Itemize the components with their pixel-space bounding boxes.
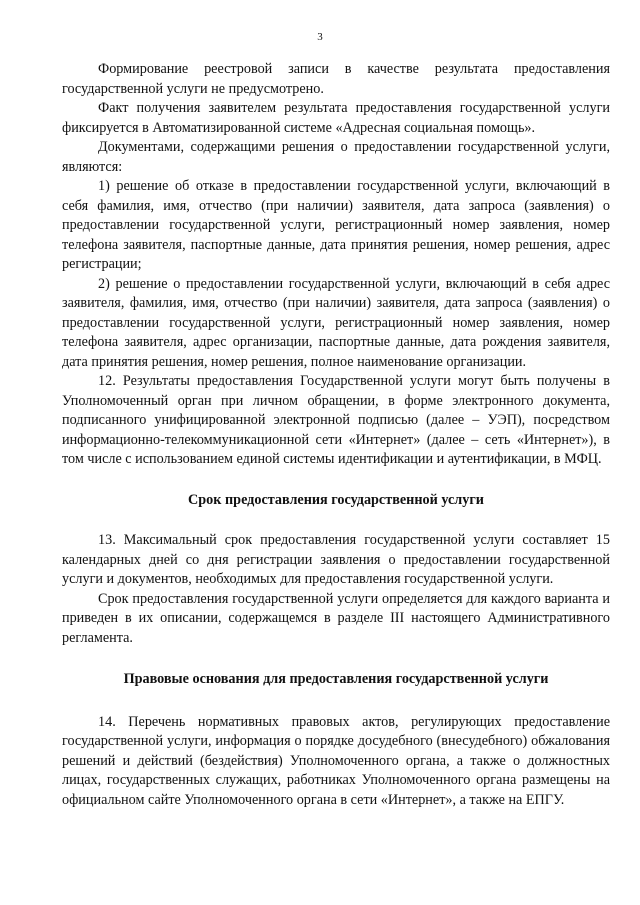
paragraph-12-results-delivery: 12. Результаты предоставления Государственной услуги могут быть получены в Уполномоченный орган при личном обращении, в форме электронного документа, подписанного унифицированной электронной подписью (далее – УЭП), посредством информационно-телекоммуникационной сети «Интернет» (далее – сеть «Интернет»), в том числе с использованием единой системы идентификации и аутентификации, в МФЦ. xyxy=(62,373,610,467)
paragraph-result-fixation: Факт получения заявителем результата предоставления государственной услуги фиксируется в Автоматизированной системе «Адресная социальная помощь». xyxy=(62,100,610,136)
paragraph-decision-documents: Документами, содержащими решения о предоставлении государственной услуги, являются: xyxy=(62,139,610,175)
paragraph-13-max-term: 13. Максимальный срок предоставления государственной услуги составляет 15 календарных дней со дня регистрации заявления о предоставлении государственной услуги и документов, необходимых для предоставления государственной услуги. xyxy=(62,532,610,587)
paragraph-refusal-decision: 1) решение об отказе в предоставлении государственной услуги, включающий в себя фамилия, имя, отчество (при наличии) заявителя, дата запроса (заявления) о предоставлении государственной услуги, регистрационный номер заявления, номер телефона заявителя, паспортные данные, дата принятия решения, номер решения, адрес регистрации; xyxy=(62,178,610,272)
paragraph-grant-decision: 2) решение о предоставлении государственной услуги, включающий в себя адрес заявителя, фамилия, имя, отчество (при наличии) заявителя, дата запроса (заявления) о предоставлении государственной услуги, регистрационный номер заявления, номер телефона заявителя, адрес организации, паспортные данные, дата рождения заявителя, дата принятия решения, номер решения, полное наименование организации. xyxy=(62,275,610,370)
page-number: 3 xyxy=(317,31,323,43)
section-heading-term: Срок предоставления государственной услуги xyxy=(188,491,484,508)
paragraph-registry-entry: Формирование реестровой записи в качестве результата предоставления государственной услуги не предусмотрено. xyxy=(62,61,610,97)
paragraph-14-legal-acts: 14. Перечень нормативных правовых актов, регулирующих предоставление государственной услуги, информация о порядке досудебного (внесудебного) обжалования решений и действий (бездействия) Уполномоченного органа, а также о должностных лицах, государственных служащих, работниках Уполномоченного органа размещены на официальном сайте Уполномоченного органа в сети «Интернет», а также на ЕПГУ. xyxy=(62,713,610,808)
section-heading-legal-basis: Правовые основания для предоставления государственной услуги xyxy=(123,671,549,687)
paragraph-term-per-variant: Срок предоставления государственной услуги определяется для каждого варианта и приведен в их описании, содержащемся в разделе III настоящего Административного регламента. xyxy=(62,590,610,646)
document-body xyxy=(62,60,610,810)
